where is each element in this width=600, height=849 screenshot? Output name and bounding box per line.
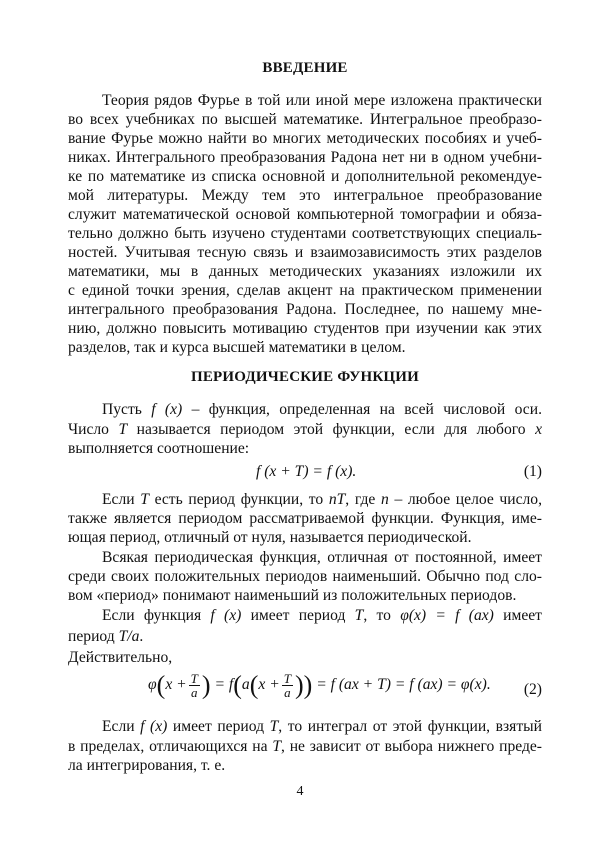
p3-line: вом «период» понимают наименьший из положительных периодов. [68,587,517,604]
p3-line: среди своих положительных периодов наименьший. Обычно под сло- [68,568,542,585]
p4-line: период T/a. [68,628,144,645]
intro-line: никах. Интегрального преобразования Радона нет ни в одном учебни- [68,149,542,166]
formula-1-expression: f (x + T) = f (x). [256,463,357,480]
intro-line: ностей. Учитывая тесную связь и взаимозависимость этих разделов [68,244,542,261]
formula-1-number: (1) [523,463,542,480]
p6-line: в пределах, отличающихся на T, не зависит от выбора нижнего преде- [68,738,543,755]
heading-periodic-functions: ПЕРИОДИЧЕСКИЕ ФУНКЦИИ [190,369,420,385]
p2-line: Если T есть период функции, то nT, где n – любое целое число, [102,491,542,508]
intro-line: с единой точки зрения, сделав акцент на практическом применении [68,282,542,299]
intro-line: тельно должно быть изучено студентами соответствующих специаль- [68,225,542,242]
intro-line: Теория рядов Фурье в той или иной мере изложена практически [102,92,542,109]
p2-line: также является периодом рассматриваемой функции. Функция, име- [68,510,542,527]
p3-line: Всякая периодическая функция, отличная от постоянной, имеет [102,549,542,566]
heading-introduction: ВВЕДЕНИЕ [262,60,348,76]
intro-line: вание Фурье можно найти во многих методических пособиях и учеб- [68,130,542,147]
p6-line: Если f (x) имеет период T, то интеграл от этой функции, взятый [102,718,542,735]
formula-2 [68,668,542,714]
p5-line: Действительно, [68,649,173,666]
intro-line: мой литературы. Между тем это интегральное преобразование [68,187,542,204]
formula-2-number: (2) [523,681,542,698]
p2-line: ющая период, отличный от нуля, называется периодической. [68,529,472,546]
intro-line: служит математической основой компьютерной томографии и обяза- [68,206,542,223]
p1-line: Число T называется периодом этой функции, если для любого x [68,421,542,438]
p6-line: ла интегрирования, т. е. [68,757,226,774]
p4-line: Если функция f (x) имеет период T, то φ(x) = f (ax) имеет [102,607,542,624]
page-number: 4 [296,784,304,799]
intro-line: разделов, так и курса высшей математики в целом. [68,339,406,356]
intro-line: во всех учебниках по высшей математике. Интегральное преобразо- [68,111,542,128]
p1-line: выполняется соотношение: [68,440,250,457]
p1-line: Пусть f (x) – функция, определенная на всей числовой оси. [102,401,542,418]
intro-line: ке по математике из списка основной и дополнительной рекомендуе- [68,168,542,185]
intro-line: математики, мы в данных методических указаниях изложили их [68,263,542,280]
intro-line: интегрального преобразования Радона. Последнее, по нашему мне- [68,301,542,318]
intro-line: нию, должно повысить мотивацию студентов при изучении как этих [68,320,542,337]
formula-2-expression: φ(x + $\frac{T}{a}$ ) = f(a(x + $\frac{T}{a}$ )) = f (ax + T) = f (ax) = φ(x). [148,670,491,700]
